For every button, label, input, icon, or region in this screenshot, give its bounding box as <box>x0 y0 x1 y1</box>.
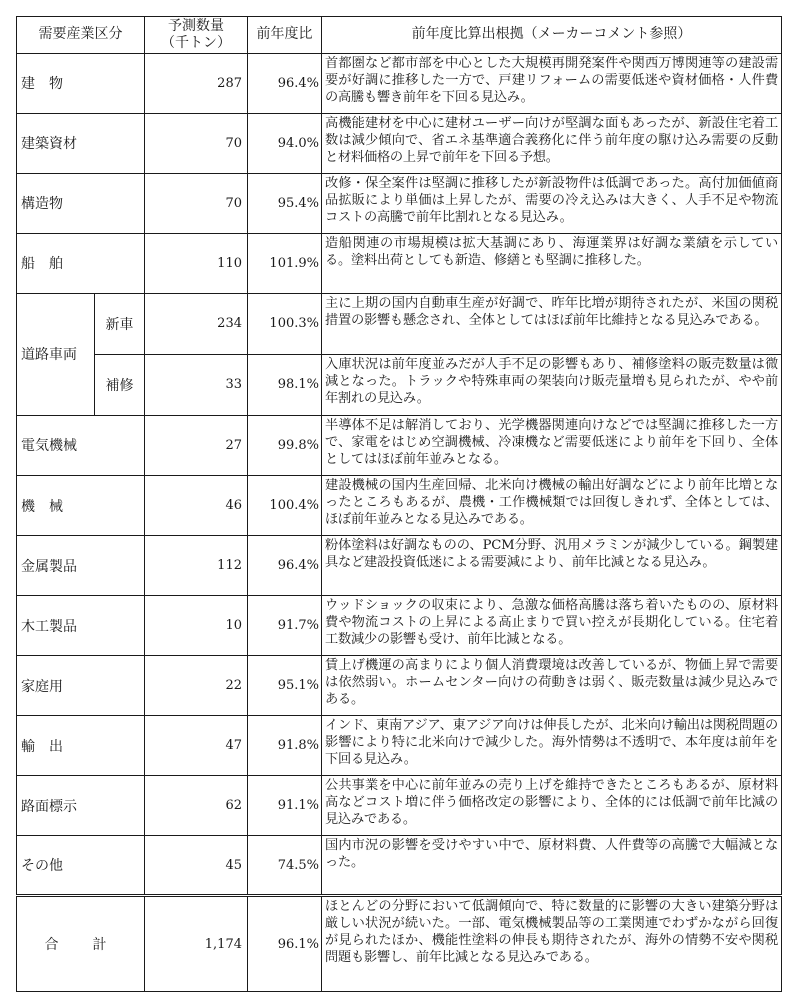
category-label-road-vehicle: 道路車両 <box>17 293 95 415</box>
comment-text: 建設機械の国内生産回帰、北米向け機械の輸出好調などにより前年比増となったところもあるが、農機・工作機械類では回復しきれず、全体としては、ほぼ前年並みとなる見込みである。 <box>325 477 778 527</box>
quantity-cell: 33 <box>145 354 248 415</box>
header-quantity-line1: 予測数量 <box>168 17 224 34</box>
quantity-cell: 287 <box>145 53 248 113</box>
ratio-cell: 101.9% <box>248 233 322 293</box>
ratio-cell: 100.4% <box>248 475 322 535</box>
comment-text: 公共事業を中心に前年並みの売り上げを維持できたところもあるが、原材料高などコスト増に伴う価格改定の影響により、全体的には低調で前年比減の見込みである。 <box>325 778 778 828</box>
comment-cell <box>322 233 782 293</box>
comment-cell <box>322 836 782 896</box>
comment-text: 粉体塗料は好調なものの、PCM分野、汎用メラミンが減少している。鋼製建具など建設投資低迷による需要減により、前年比減となる見込み。 <box>325 538 778 571</box>
table-row <box>17 113 782 173</box>
comment-text: ウッドショックの収束により、急激な価格高騰は落ち着いたものの、原材料費や物流コストの上昇による高止まりで買い控えが長期化している。住宅着工数減少の影響も受け、前年比減となる。 <box>325 598 778 648</box>
header-quantity <box>145 17 248 54</box>
quantity-cell: 46 <box>145 475 248 535</box>
comment-text: ほとんどの分野において低調傾向で、特に数量的に影響の大きい建築分野は厳しい状況が続いた。一部、電気機械製品等の工業関連でわずかながら回復が見られたほか、機能性塗料の伸長も期待されたが、海外の情勢不安や関税問題も影響し、前年比減となる見込みである。 <box>325 899 778 966</box>
table-row <box>17 173 782 233</box>
table-row <box>17 354 782 415</box>
quantity-cell: 62 <box>145 776 248 836</box>
comment-text: 改修・保全案件は堅調に推移したが新設物件は低調であった。高付加価値商品拡販により単価は上昇したが、需要の冷え込みは大きく、人手不足や物流コストの高騰で前年比割れとなる見込み。 <box>325 175 778 225</box>
total-row <box>17 896 782 992</box>
table-row <box>17 536 782 596</box>
table-row <box>17 596 782 656</box>
table-row <box>17 233 782 293</box>
quantity-cell: 1,174 <box>145 896 248 992</box>
ratio-cell: 96.1% <box>248 896 322 992</box>
quantity-cell: 70 <box>145 173 248 233</box>
comment-text: 入庫状況は前年度並みだが人手不足の影響もあり、補修塗料の販売数量は微減となった。トラックや特殊車両の架装向け販売量増も見られたが、やや前年割れの見込み。 <box>325 356 778 406</box>
quantity-cell: 45 <box>145 836 248 896</box>
comment-cell <box>322 293 782 354</box>
ratio-cell: 95.4% <box>248 173 322 233</box>
quantity-cell: 27 <box>145 415 248 475</box>
ratio-cell: 96.4% <box>248 53 322 113</box>
header-ratio: 前年度比 <box>248 17 322 54</box>
ratio-cell: 94.0% <box>248 113 322 173</box>
ratio-cell: 99.8% <box>248 415 322 475</box>
quantity-cell: 112 <box>145 536 248 596</box>
ratio-cell: 91.8% <box>248 716 322 776</box>
category-label: 船 舶 <box>17 233 145 293</box>
comment-text: 主に上期の国内自動車生産が好調で、昨年比増が期待されたが、米国の関税措置の影響も懸念され、全体としてはほぼ前年比維持となる見込みである。 <box>325 295 778 328</box>
category-label: 構造物 <box>17 173 145 233</box>
subcategory-label: 補修 <box>95 354 145 415</box>
comment-cell <box>322 536 782 596</box>
subcategory-label: 新車 <box>95 293 145 354</box>
table-row <box>17 415 782 475</box>
category-label: 建 物 <box>17 53 145 113</box>
category-label: 金属製品 <box>17 536 145 596</box>
ratio-cell: 74.5% <box>248 836 322 896</box>
comment-text: 賃上げ機運の高まりにより個人消費環境は改善しているが、物価上昇で需要は依然弱い。ホームセンター向けの荷動きは弱く、販売数量は減少見込みである。 <box>325 658 778 708</box>
comment-text: インド、東南アジア、東アジア向けは伸長したが、北米向け輸出は関税問題の影響により特に北米向けで減少した。海外情勢は不透明で、本年度は前年を下回る見込み。 <box>325 718 778 768</box>
comment-cell <box>322 113 782 173</box>
comment-text: 高機能建材を中心に建材ユーザー向けが堅調な面もあったが、新設住宅着工数は減少傾向で、省エネ基準適合義務化に伴う前年度の駆け込み需要の反動と材料価格の上昇で前年を下回る予想。 <box>325 115 778 165</box>
table-row <box>17 836 782 896</box>
ratio-cell: 98.1% <box>248 354 322 415</box>
header-category: 需要産業区分 <box>17 17 145 54</box>
category-label: その他 <box>17 836 145 896</box>
quantity-cell: 47 <box>145 716 248 776</box>
header-quantity-unit: （千トン） <box>161 34 231 51</box>
comment-cell <box>322 53 782 113</box>
comment-cell <box>322 656 782 716</box>
comment-cell <box>322 415 782 475</box>
category-label: 木工製品 <box>17 596 145 656</box>
ratio-cell: 91.7% <box>248 596 322 656</box>
comment-cell <box>322 475 782 535</box>
table-row <box>17 716 782 776</box>
table-row <box>17 475 782 535</box>
table-row <box>17 776 782 836</box>
comment-text: 首都圏など都市部を中心とした大規模再開発案件や関西万博関連等の建設需要が好調に推移した一方で、戸建リフォームの需要低迷や資材価格・人件費の高騰も響き前年を下回る見込み。 <box>325 55 778 105</box>
header-row <box>17 17 782 54</box>
comment-cell <box>322 776 782 836</box>
ratio-cell: 95.1% <box>248 656 322 716</box>
ratio-cell: 96.4% <box>248 536 322 596</box>
table-row <box>17 53 782 113</box>
category-label: 家庭用 <box>17 656 145 716</box>
quantity-cell: 22 <box>145 656 248 716</box>
quantity-cell: 10 <box>145 596 248 656</box>
ratio-cell: 91.1% <box>248 776 322 836</box>
quantity-cell: 70 <box>145 113 248 173</box>
comment-cell <box>322 173 782 233</box>
table-row <box>17 656 782 716</box>
category-label: 建築資材 <box>17 113 145 173</box>
comment-cell <box>322 596 782 656</box>
ratio-cell: 100.3% <box>248 293 322 354</box>
table-row <box>17 293 782 354</box>
quantity-cell: 234 <box>145 293 248 354</box>
category-label: 輸 出 <box>17 716 145 776</box>
comment-text: 造船関連の市場規模は拡大基調にあり、海運業界は好調な業績を示している。塗料出荷としても新造、修繕とも堅調に推移した。 <box>325 235 778 268</box>
total-label: 合 計 <box>17 896 145 992</box>
comment-cell <box>322 896 782 992</box>
comment-cell <box>322 354 782 415</box>
comment-text: 国内市況の影響を受けやすい中で、原材料費、人件費等の高騰で大幅減となった。 <box>325 838 778 871</box>
paint-demand-forecast-table <box>16 16 782 992</box>
quantity-cell: 110 <box>145 233 248 293</box>
header-basis: 前年度比算出根拠（メーカーコメント参照） <box>322 17 782 54</box>
comment-text: 半導体不足は解消しており、光学機器関連向けなどでは堅調に推移した一方で、家電をはじめ空調機械、冷凍機など需要低迷により前年を下回り、全体としてはほぼ前年並みとなる。 <box>325 417 778 467</box>
comment-cell <box>322 716 782 776</box>
category-label: 路面標示 <box>17 776 145 836</box>
category-label: 電気機械 <box>17 415 145 475</box>
category-label: 機 械 <box>17 475 145 535</box>
